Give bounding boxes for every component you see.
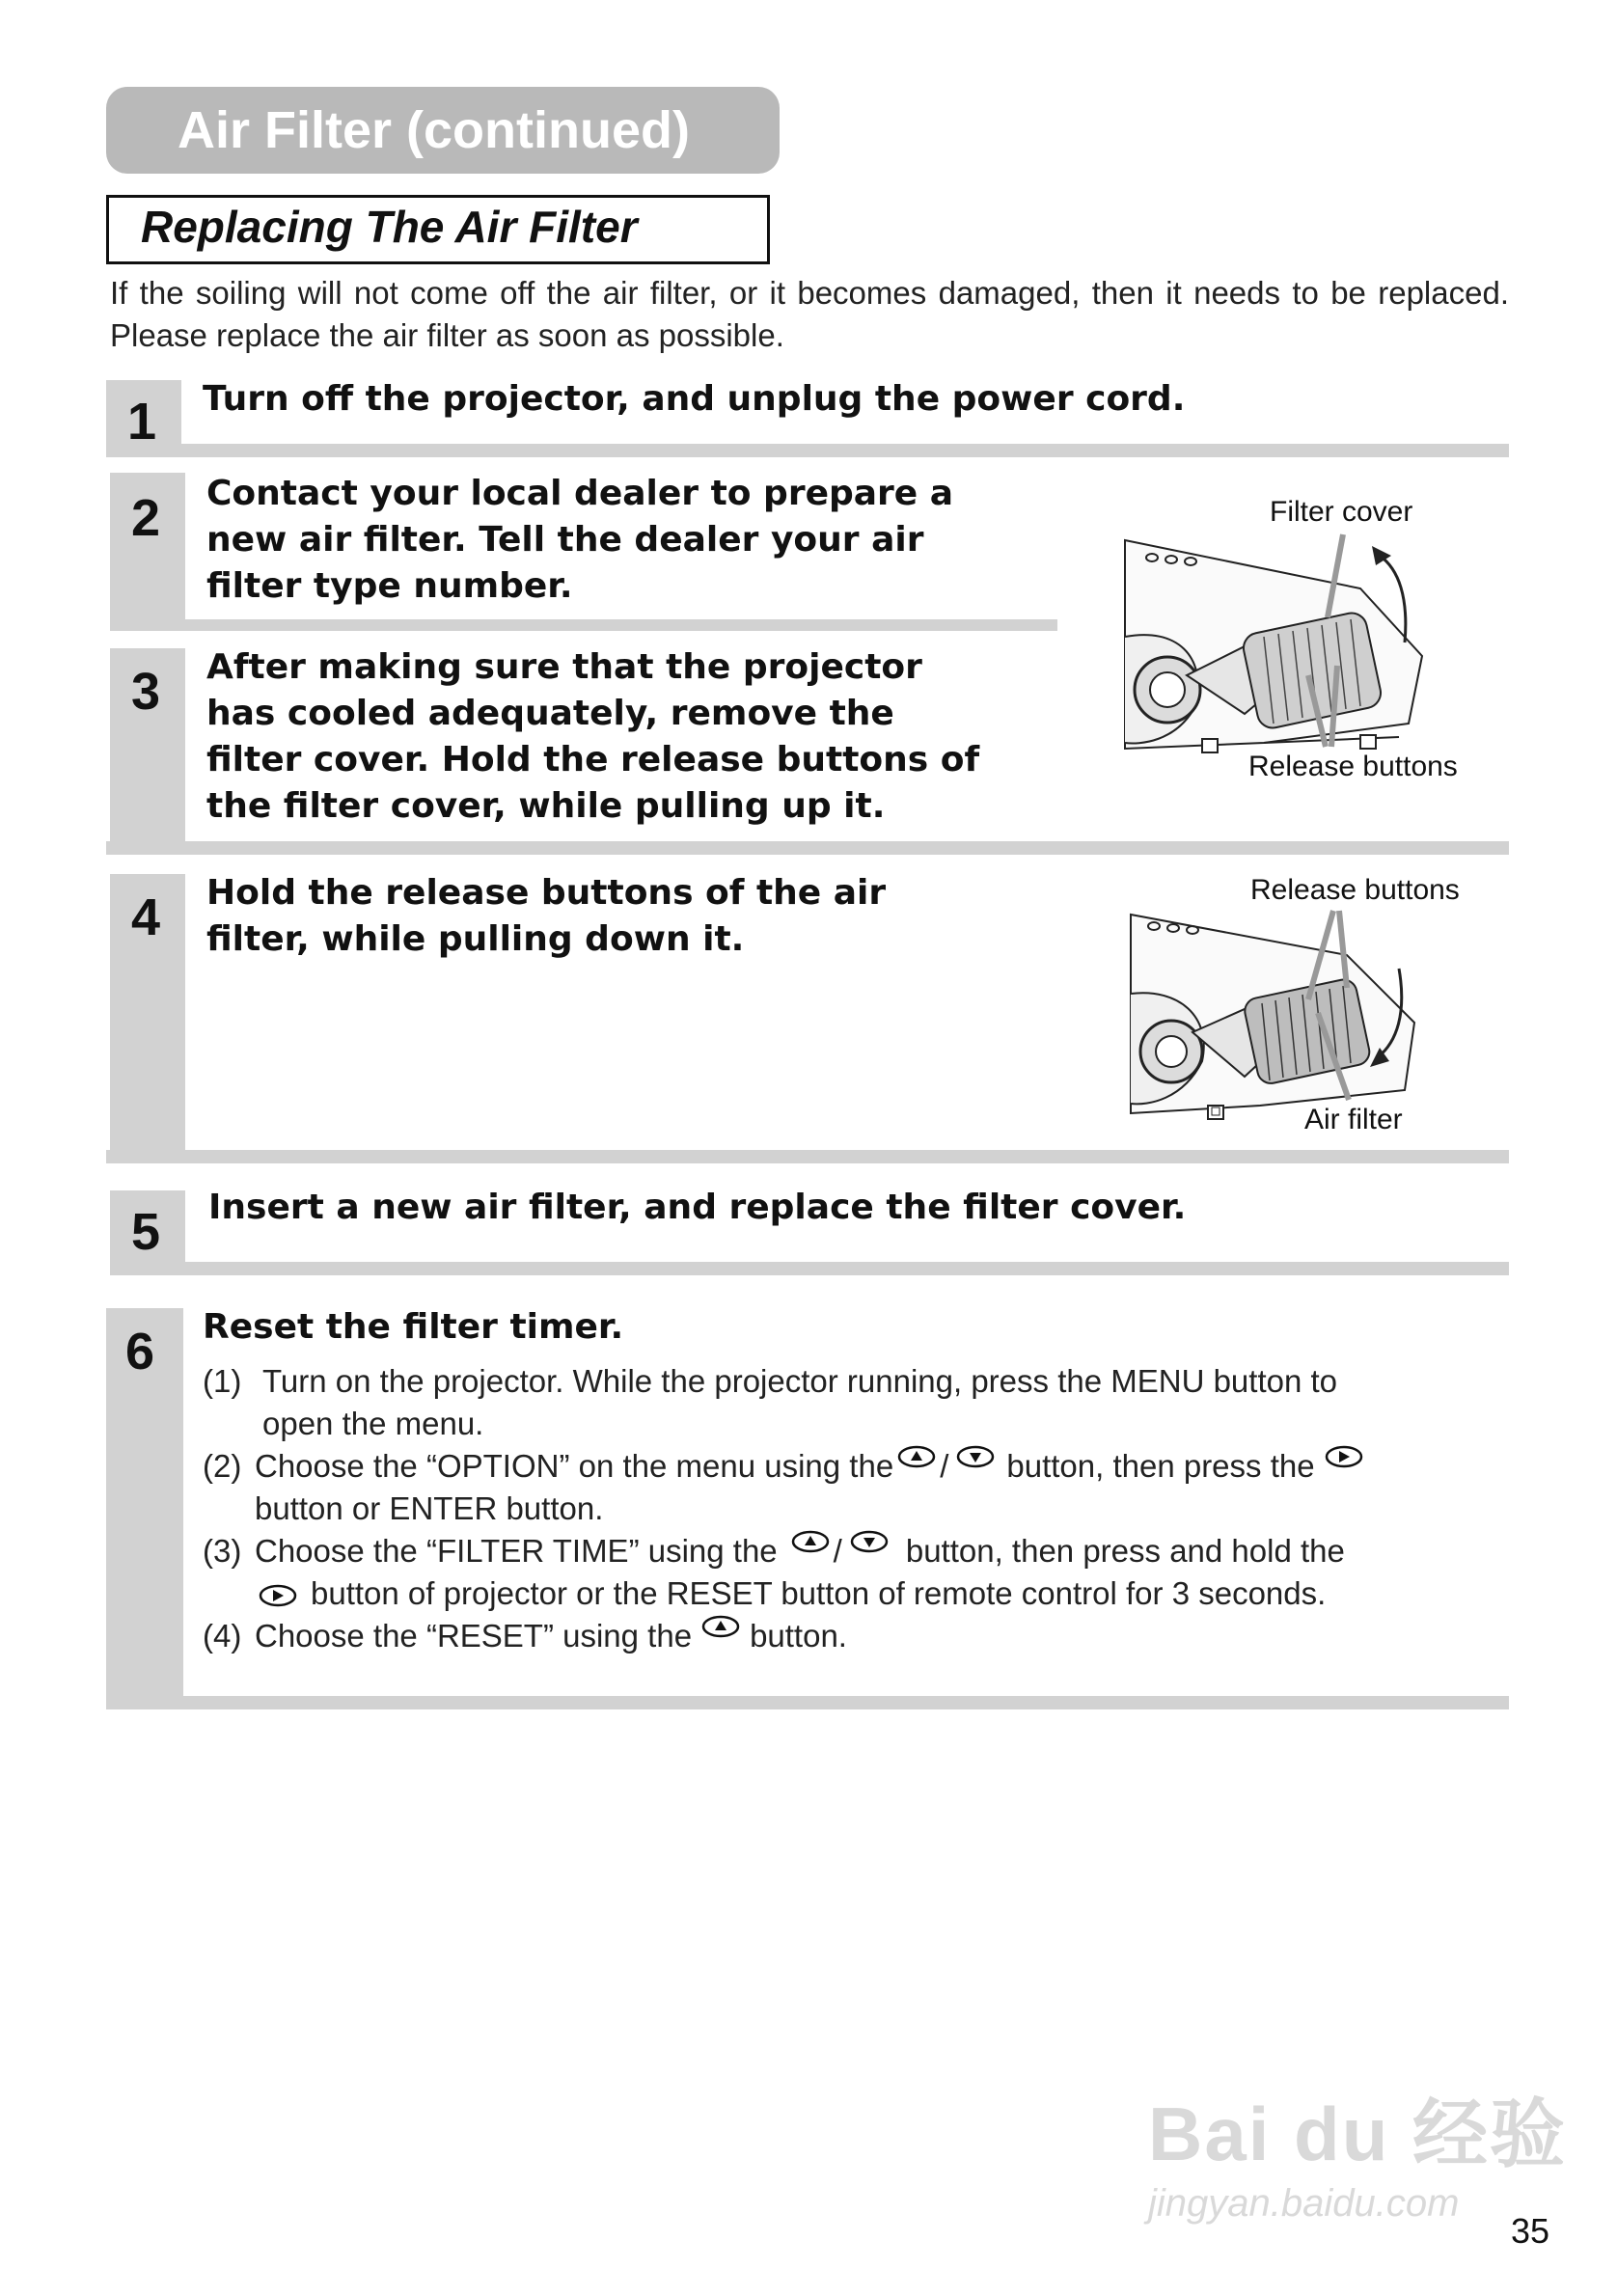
step-2-line: new air filter. Tell the dealer your air xyxy=(206,520,924,560)
substep-2 xyxy=(203,1445,1509,1488)
filter-cover-label: Filter cover xyxy=(1270,496,1413,528)
substep-text: button, then press the xyxy=(1006,1448,1315,1484)
watermark-logo: Bai du 经验 xyxy=(1148,2091,1568,2176)
step-1-number: 1 xyxy=(127,393,157,451)
step-3-line: the filter cover, while pulling up it. xyxy=(206,786,886,826)
step-6-rule xyxy=(106,1696,1509,1709)
substep-text: button, then press and hold the xyxy=(905,1533,1345,1569)
step-1-text: Turn off the projector, and unplug the power cord. xyxy=(203,379,1186,419)
step-3-number: 3 xyxy=(131,663,161,721)
intro-paragraph: If the soiling will not come off the air filter, or it becomes damaged, then it needs to be replaced. Please replace the air filter as soon as possible. xyxy=(110,275,1509,353)
air-filter-diagram xyxy=(1125,907,1434,1129)
step-6-substeps xyxy=(203,1360,1509,1657)
slash-separator: / xyxy=(940,1448,949,1484)
substep-1 xyxy=(203,1360,1509,1403)
substep-label: (3) xyxy=(203,1533,242,1569)
page-number: 35 xyxy=(1511,2211,1550,2251)
release-buttons-label: Release buttons xyxy=(1248,751,1458,782)
substep-continuation: button or ENTER button. xyxy=(255,1490,604,1526)
up-arrow-button-icon xyxy=(897,1445,936,1468)
up-arrow-button-icon xyxy=(791,1530,830,1553)
section-subtitle: Replacing The Air Filter xyxy=(141,202,638,252)
substep-label: (4) xyxy=(203,1618,242,1654)
substep-3 xyxy=(203,1530,1509,1572)
substep-text: Choose the “FILTER TIME” using the xyxy=(255,1533,778,1569)
substep-continuation: open the menu. xyxy=(262,1406,484,1441)
substep-4 xyxy=(203,1615,1509,1657)
step-6-number: 6 xyxy=(125,1323,155,1380)
step-2-rule xyxy=(110,619,1057,631)
step-6-text: Reset the filter timer. xyxy=(203,1307,624,1347)
down-arrow-button-icon xyxy=(956,1445,995,1468)
down-arrow-button-icon xyxy=(850,1530,889,1553)
step-4-number: 4 xyxy=(131,888,161,946)
step-1-rule xyxy=(106,444,1509,457)
step-2-text xyxy=(206,471,953,610)
watermark-url: jingyan.baidu.com xyxy=(1148,2182,1460,2225)
substep-text: Choose the “RESET” using the xyxy=(255,1618,693,1654)
substep-label: (1) xyxy=(203,1363,242,1399)
step-3-line: After making sure that the projector xyxy=(206,647,922,687)
up-arrow-button-icon xyxy=(701,1615,740,1638)
step-5-rule xyxy=(110,1262,1509,1275)
step-4-line: filter, while pulling down it. xyxy=(206,919,745,959)
page-title: Air Filter (continued) xyxy=(178,101,690,159)
step-3-line: has cooled adequately, remove the xyxy=(206,694,894,733)
step-3-line: filter cover. Hold the release buttons of xyxy=(206,740,980,779)
step-4-rule xyxy=(106,1150,1509,1163)
slash-separator: / xyxy=(833,1533,842,1569)
filter-cover-diagram xyxy=(1119,521,1438,762)
substep-text: Choose the “OPTION” on the menu using the xyxy=(255,1448,894,1484)
substep-text: button. xyxy=(750,1618,847,1654)
air-filter-label: Air filter xyxy=(1304,1104,1403,1135)
right-arrow-button-icon xyxy=(1325,1445,1363,1468)
release-buttons-label-2: Release buttons xyxy=(1250,874,1460,906)
step-4-text xyxy=(206,870,886,963)
substep-continuation: button of projector or the RESET button of remote control for 3 seconds. xyxy=(311,1575,1327,1611)
step-2-number: 2 xyxy=(131,489,161,547)
step-2-line: Contact your local dealer to prepare a xyxy=(206,474,954,513)
step-3-rule xyxy=(106,841,1509,855)
step-5-text: Insert a new air filter, and replace the filter cover. xyxy=(208,1188,1187,1227)
step-3-text xyxy=(206,644,979,830)
substep-text: Turn on the projector. While the projector running, press the MENU button to xyxy=(262,1363,1338,1399)
right-arrow-button-icon xyxy=(259,1584,297,1607)
substep-label: (2) xyxy=(203,1448,242,1484)
step-4-line: Hold the release buttons of the air xyxy=(206,873,887,913)
step-2-line: filter type number. xyxy=(206,566,573,606)
substep-3-continuation xyxy=(203,1572,1509,1615)
step-5-number: 5 xyxy=(131,1203,161,1261)
